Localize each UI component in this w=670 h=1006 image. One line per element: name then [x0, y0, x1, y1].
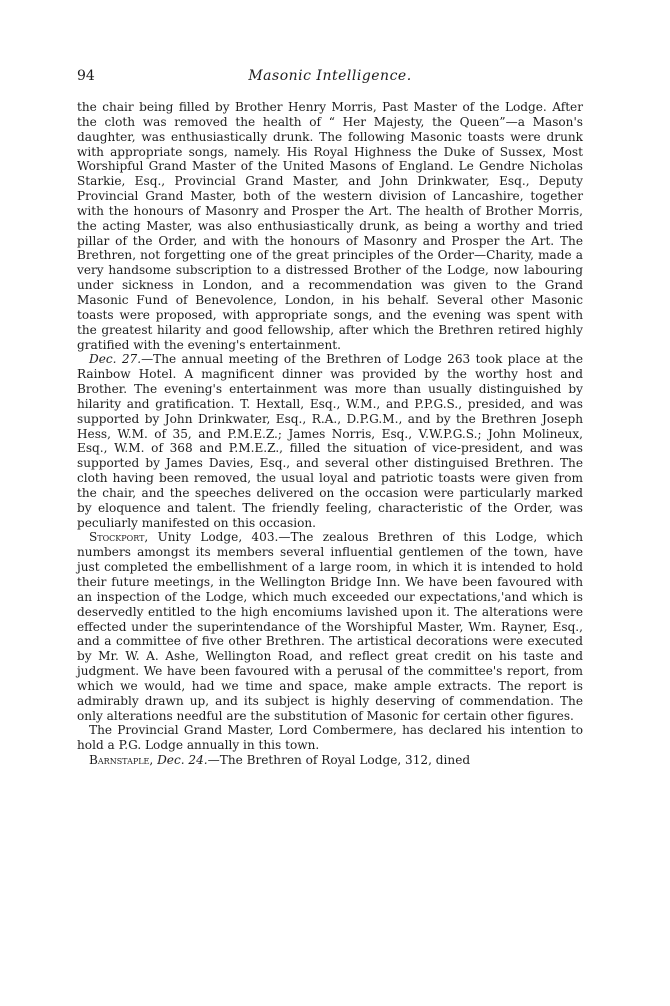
- book-page: [77, 68, 583, 768]
- article-body: [77, 100, 583, 768]
- paragraph-barnstaple: [77, 753, 583, 768]
- date-lead: Dec. 24.: [157, 753, 208, 768]
- date-lead: Dec. 27.: [89, 352, 142, 367]
- place-lead: Barnstaple,: [89, 753, 154, 768]
- paragraph-text: Unity Lodge, 403.—The zealous Brethren of this Lodge, which numbers amongst its members several influential gentlemen of the town, have just completed the embellishment of a large room, in which it is intended to hold their future meetings, in the Wellington Bridge Inn. We have been favoured with an inspection of the Lodge, which much exceeded our expectations,'and which is deservedly entitled to the high encomiums lavished upon it. The alterations were effected under the superintendance of the Worshipful Master, Wm. Rayner, Esq., and a committee of five other Brethren. The artistical decorations were executed by Mr. W. A. Ashe, Wellington Road, and reflect great credit on his taste and judgment. We have been favoured with a perusal of the committee's report, from which we would, had we time and space, make ample extracts. The report is admirably drawn up, and its subject is highly deserving of commendation. The only alterations needful are the substitution of Masonic for certain other figures.: [77, 530, 583, 723]
- paragraph-text: the chair being filled by Brother Henry Morris, Past Master of the Lodge. After the cloth was removed the health of “ Her Majesty, the Queen”—a Mason's daughter, was enthusiastically drunk. The following Masonic toasts were drunk with appropriate songs, namely. His Royal Highness the Duke of Sussex, Most Worshipful Grand Master of the United Masons of England. Le Gendre Nicholas Starkie, Esq., Provincial Grand Master, and John Drinkwater, Esq., Deputy Provincial Grand Master, both of the western division of Lancashire, together with the honours of Masonry and Prosper the Art. The health of Brother Morris, the acting Master, was also enthusiastically drunk, as being a worthy and tried pillar of the Order, and with the honours of Masonry and Prosper the Art. The Brethren, not forgetting one of the great principles of the Order—Charity, made a very handsome subscription to a distressed Brother of the Lodge, now labouring under sickness in London, and a recommendation was given to the Grand Masonic Fund of Benevolence, London, in his behalf. Several other Masonic toasts were proposed, with appropriate songs, and the evening was spent with the greatest hilarity and good fellowship, after which the Brethren retired highly gratified with the evening's entertainment.: [77, 100, 583, 352]
- paragraph-text: —The Brethren of Royal Lodge, 312, dined: [207, 753, 471, 768]
- paragraph-provincial-grand-master: [77, 723, 583, 753]
- paragraph-stockport: [77, 530, 583, 723]
- page-header: [77, 68, 583, 94]
- running-title: Masonic Intelligence.: [248, 68, 412, 84]
- page-number: 94: [77, 68, 95, 84]
- paragraph-toasts: [77, 100, 583, 352]
- place-lead: Stockport,: [89, 530, 149, 545]
- paragraph-dec-27: [77, 352, 583, 530]
- paragraph-text: —The annual meeting of the Brethren of Lodge 263 took place at the Rainbow Hotel. A magnificent dinner was provided by the worthy host and Brother. The evening's entertainment was more than usually distinguished by hilarity and gratification. T. Hextall, Esq., W.M., and P.P.G.S., presided, and was supported by John Drinkwater, Esq., R.A., D.P.G.M., and by the Brethren Joseph Hess, W.M. of 35, and P.M.E.Z.; James Norris, Esq., V.W.P.G.S.; John Molineux, Esq., W.M. of 368 and P.M.E.Z., filled the situation of vice-president, and was supported by James Davies, Esq., and several other distinguised Brethren. The cloth having been removed, the usual loyal and patriotic toasts were given from the chair, and the speeches delivered on the occasion were particularly marked by eloquence and talent. The friendly feeling, characteristic of the Order, was peculiarly manifested on this occasion.: [77, 352, 583, 530]
- paragraph-text: The Provincial Grand Master, Lord Combermere, has declared his intention to hold a P.G. Lodge annually in this town.: [77, 723, 583, 753]
